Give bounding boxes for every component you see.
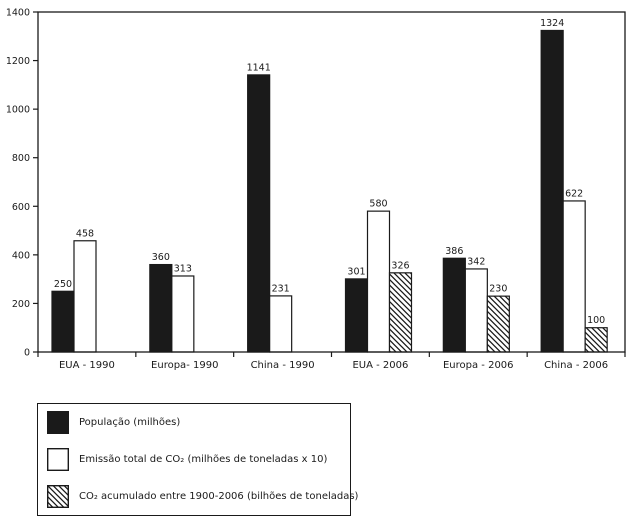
bar-white-outline — [465, 269, 487, 352]
legend-label-emissao: Emissão total de CO₂ (milhões de toneladas x 10) — [79, 454, 328, 465]
legend-item-emissao — [47, 448, 346, 471]
bar-value-label: 301 — [347, 266, 366, 278]
bar-solid-black — [52, 291, 74, 352]
bar-white-outline — [172, 276, 194, 352]
bar-diagonal-hatch — [390, 273, 412, 352]
bar-solid-black — [346, 279, 368, 352]
y-axis-tick-label: 1400 — [5, 7, 30, 19]
bar-solid-black — [443, 258, 465, 352]
bar-value-label: 100 — [587, 315, 606, 327]
bar-value-label: 386 — [445, 245, 464, 257]
bar-solid-black — [150, 265, 172, 352]
legend-swatch-solid — [47, 411, 69, 434]
legend-swatch-white — [47, 448, 69, 471]
category-label: EUA - 2006 — [352, 360, 409, 371]
bar-value-label: 342 — [467, 256, 486, 268]
y-axis-tick-label: 600 — [11, 201, 30, 213]
chart-legend — [37, 403, 359, 516]
bar-value-label: 1324 — [540, 17, 565, 29]
category-label: China - 2006 — [544, 360, 609, 371]
bar-white-outline — [74, 241, 96, 352]
bar-solid-black — [248, 75, 270, 352]
bar-white-outline — [368, 211, 390, 352]
y-axis-tick-label: 200 — [11, 298, 30, 310]
category-label: China - 1990 — [250, 360, 315, 371]
legend-label-populacao: População (milhões) — [79, 417, 181, 428]
y-axis-tick-label: 1000 — [5, 104, 30, 116]
legend-item-acumulado — [47, 485, 359, 508]
bar-value-label: 250 — [53, 278, 73, 290]
bar-value-label: 230 — [489, 283, 508, 295]
bar-value-label: 360 — [151, 252, 170, 264]
bar-value-label: 622 — [565, 188, 584, 200]
plot-frame — [38, 12, 625, 352]
category-label: Europa- 1990 — [151, 360, 219, 371]
bar-solid-black — [541, 30, 563, 352]
bar-value-label: 326 — [391, 260, 410, 272]
bar-value-label: 580 — [369, 198, 388, 210]
y-axis-tick-label: 0 — [23, 347, 30, 359]
y-axis-tick-label: 1200 — [5, 56, 30, 68]
bar-white-outline — [270, 296, 292, 352]
category-label: EUA - 1990 — [58, 360, 115, 371]
bar-value-label: 313 — [173, 263, 192, 275]
y-axis-tick-label: 400 — [11, 250, 30, 262]
bar-diagonal-hatch — [487, 296, 509, 352]
legend-item-populacao — [47, 411, 346, 434]
legend-swatch-hatch — [47, 485, 69, 508]
bar-value-label: 1141 — [246, 62, 271, 74]
bar-diagonal-hatch — [585, 328, 607, 352]
category-label: Europa - 2006 — [442, 360, 514, 371]
bar-value-label: 458 — [75, 228, 95, 240]
y-axis-tick-label: 800 — [11, 153, 30, 165]
bar-value-label: 231 — [271, 283, 290, 295]
legend-label-acumulado: CO₂ acumulado entre 1900-2006 (bilhões de toneladas) — [79, 491, 359, 502]
bar-white-outline — [563, 201, 585, 352]
